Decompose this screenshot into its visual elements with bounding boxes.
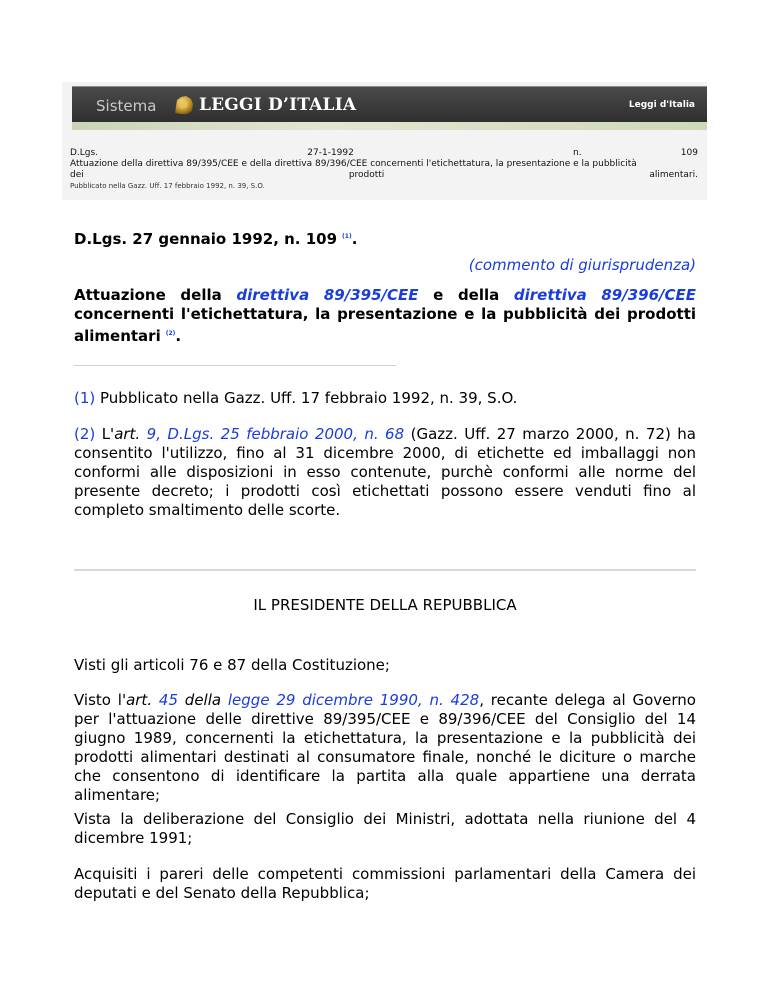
p2-art: art. [126, 691, 153, 709]
header-title-prodotti: prodotti [348, 170, 385, 180]
banner-strip [72, 122, 707, 130]
note-ref-2[interactable]: (2) [165, 330, 176, 337]
header-date: 27-1-1992 [307, 148, 354, 158]
brand-sistema: Sistema [96, 97, 157, 115]
header-type: D.Lgs. [70, 148, 99, 158]
header-published: Pubblicato nella Gazz. Uff. 17 febbraio 1992, n. 39, S.O. [70, 182, 265, 190]
note-1-text: Pubblicato nella Gazz. Uff. 17 febbraio 1992, n. 39, S.O. [95, 389, 518, 407]
header-title-dei: dei [70, 170, 84, 180]
document-subtitle [74, 286, 696, 346]
paragraph-costituzione: Visti gli articoli 76 e 87 della Costituzione; [74, 656, 390, 674]
brand-link-leggi-italia[interactable]: Leggi d'Italia [628, 100, 695, 110]
comment-row [74, 256, 696, 275]
note-2-label[interactable]: (2) [74, 425, 96, 443]
header-title-line1: Attuazione della direttiva 89/395/CEE e della direttiva 89/396/CEE concernenti l'etichettatura, la presentazione e la pubblicità [70, 159, 637, 169]
direttiva-89-396-link[interactable]: direttiva 89/396/CEE [513, 286, 697, 304]
legge-428-1990-link[interactable]: legge 29 dicembre 1990, n. 428 [227, 691, 480, 709]
note-2-art: art. [114, 425, 141, 443]
header-number: 109 [680, 148, 698, 158]
note-2 [74, 425, 696, 520]
subtitle-text-a: Attuazione della [74, 286, 237, 304]
subtitle-end: . [175, 327, 182, 345]
header-title-line2 [70, 170, 698, 181]
header-meta [70, 148, 698, 192]
p2-text-b: , recante delega al Governo per l'attuazione delle direttive 89/395/CEE e 89/396/CEE del Consiglio del 14 giugno 1989, concernenti la etichettatura, la presentazione e la pubblicità dei prodotti alimentari destinati al consumatore finale, nonché le diciture o marche che consentono di identificare la partita alla quale appartiene una derrata alimentare; [74, 691, 696, 804]
gold-emblem-icon [172, 93, 196, 117]
brand-bar [72, 86, 707, 122]
dlgs-68-2000-link[interactable]: 9, D.Lgs. 25 febbraio 2000, n. 68 [146, 425, 405, 443]
president-heading: IL PRESIDENTE DELLA REPUBBLICA [253, 596, 517, 614]
header-title-alimentari: alimentari. [649, 170, 698, 180]
heading-end: . [351, 230, 358, 248]
note-1 [74, 389, 696, 408]
paragraph-legge-428 [74, 691, 696, 805]
art-45-link[interactable]: 45 [158, 691, 178, 709]
section-divider [74, 569, 696, 571]
header-row-id [70, 148, 698, 159]
heading-text: D.Lgs. 27 gennaio 1992, n. 109 [74, 230, 338, 248]
notes-divider [74, 365, 396, 366]
brand-name: LEGGI D’ITALIA [199, 95, 357, 115]
subtitle-text-c: concernenti l'etichettatura, la presentazione e la pubblicità dei prodotti alimentari [74, 305, 696, 345]
note-1-label[interactable]: (1) [74, 389, 96, 407]
document-heading [74, 227, 696, 249]
header-n-label: n. [573, 148, 582, 158]
header-banner [62, 82, 707, 200]
note-2-text-a: L' [95, 425, 115, 443]
note-2-text-b: (Gazz. Uff. 27 marzo 2000, n. 72) ha consentito l'utilizzo, fino al 31 dicembre 2000, di etichette ed imballaggi non conformi alle disposizioni in esso contenute, purchè conformi alle norme del presente decreto; i prodotti così etichettati possono essere venduti fino al completo smaltimento delle scorte. [74, 425, 696, 519]
paragraph-pareri: Acquisiti i pareri delle competenti commissioni parlamentari della Camera dei deputati e del Senato della Repubblica; [74, 865, 696, 902]
paragraph-deliberazione: Vista la deliberazione del Consiglio dei Ministri, adottata nella riunione del 4 dicembre 1991; [74, 810, 696, 847]
subtitle-text-b: e della [418, 286, 514, 304]
comment-link[interactable]: (commento di giurisprudenza) [468, 256, 696, 274]
direttiva-89-395-link[interactable]: direttiva 89/395/CEE [236, 286, 419, 304]
p2-della: della [178, 691, 228, 709]
note-ref-1[interactable]: (1) [342, 233, 352, 240]
p2-text-a: Visto l' [74, 691, 127, 709]
